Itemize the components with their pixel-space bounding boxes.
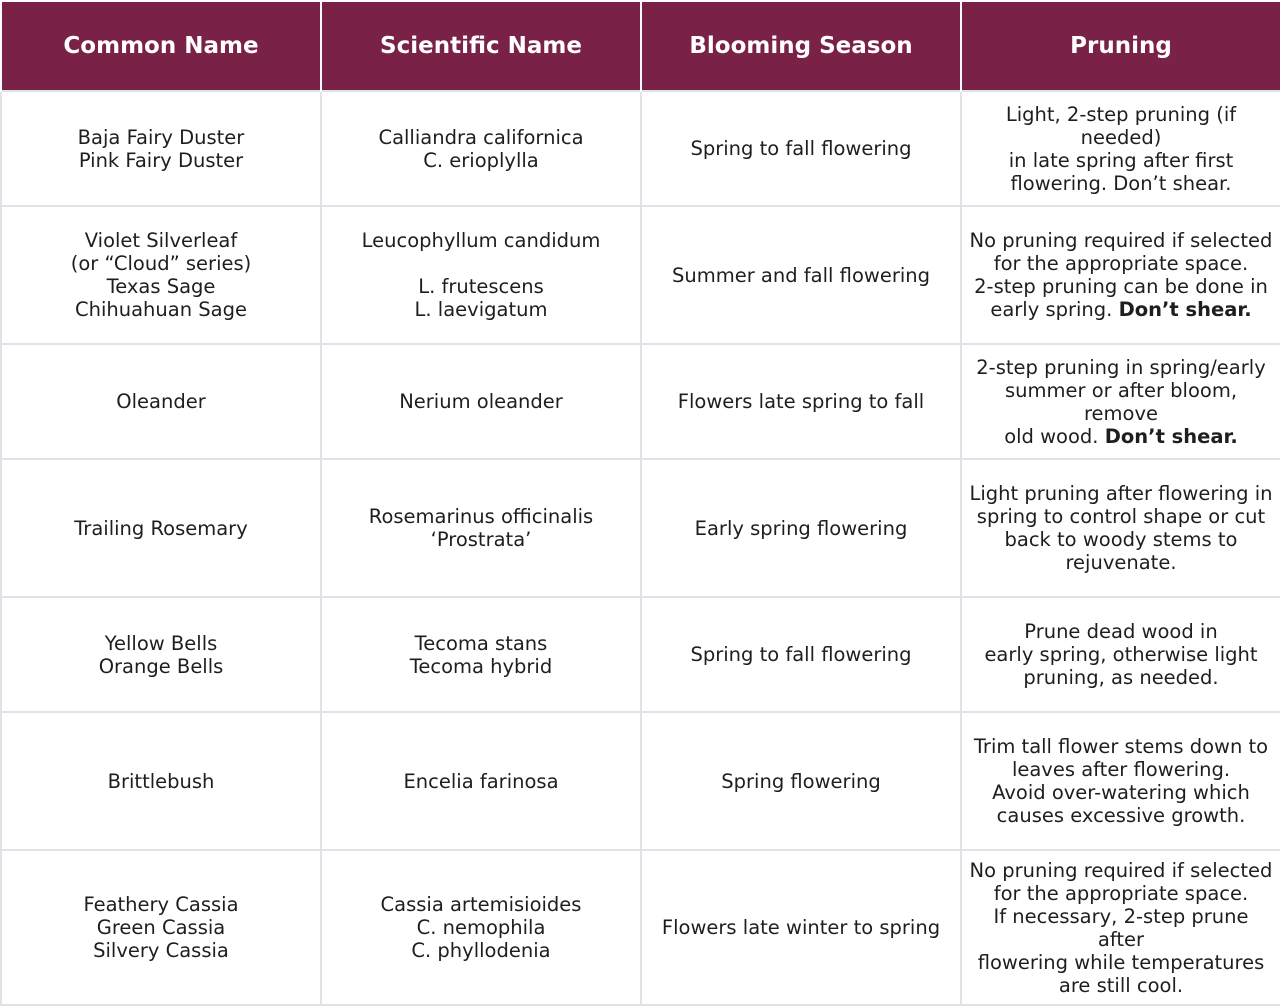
scientific-name-cell	[321, 206, 641, 344]
common-name: Yellow Bells	[104, 631, 218, 655]
pruning-emphasis: Don’t shear.	[1104, 424, 1238, 448]
scientific-name: C. nemophila	[416, 916, 546, 939]
table-row	[1, 850, 1280, 1005]
pruning-text: pruning, as needed.	[1023, 666, 1219, 689]
pruning-cell	[961, 597, 1280, 712]
common-name: Baja Fairy Duster	[77, 125, 245, 149]
common-name: Trailing Rosemary	[74, 516, 248, 540]
pruning-text: leaves after flowering.	[1011, 758, 1231, 781]
table-row	[1, 597, 1280, 712]
common-name-cell	[1, 206, 321, 344]
scientific-name: Cassia artemisioides	[380, 893, 582, 916]
common-name-cell	[1, 712, 321, 850]
common-name-cell	[1, 91, 321, 206]
scientific-name: Tecoma stans	[414, 631, 548, 655]
blooming-season-cell	[641, 850, 961, 1005]
pruning-text: 2-step pruning can be done in	[974, 275, 1268, 298]
pruning-text: Avoid over-watering which	[992, 781, 1250, 804]
scientific-name-cell	[321, 459, 641, 597]
pruning-text: No pruning required if selected	[969, 229, 1273, 252]
line-gap	[328, 252, 634, 275]
header-row	[1, 1, 1280, 91]
blooming-season-cell	[641, 597, 961, 712]
common-name: Violet Silverleaf	[84, 229, 238, 252]
common-name-cell	[1, 459, 321, 597]
pruning-text: flowering while temperatures	[977, 950, 1265, 974]
scientific-name-cell	[321, 344, 641, 459]
pruning-text: early spring, otherwise light	[984, 643, 1258, 666]
blooming-season-cell	[641, 344, 961, 459]
header-scientific-name: Scientific Name	[321, 1, 641, 91]
common-name: Pink Fairy Duster	[78, 148, 244, 172]
scientific-name: L. laevigatum	[414, 298, 548, 321]
pruning-text: flowering. Don’t shear.	[1010, 171, 1232, 195]
pruning-text: 2-step pruning in spring/early	[976, 355, 1266, 379]
table-row	[1, 459, 1280, 597]
common-name: Feathery Cassia	[83, 893, 239, 916]
common-name: Orange Bells	[98, 654, 224, 678]
pruning-text: in late spring after first	[1008, 148, 1234, 172]
blooming-season-cell	[641, 712, 961, 850]
common-name: (or “Cloud” series)	[70, 252, 252, 275]
pruning-text: If necessary, 2-step prune after	[993, 904, 1249, 951]
blooming-season-cell	[641, 206, 961, 344]
common-name: Green Cassia	[96, 916, 226, 939]
common-name: Texas Sage	[106, 275, 216, 298]
scientific-name-cell	[321, 712, 641, 850]
pruning-text: Prune dead wood in	[1024, 620, 1218, 643]
common-name: Chihuahuan Sage	[75, 298, 247, 321]
scientific-name: L. frutescens	[418, 275, 544, 298]
pruning-text: for the appropriate space.	[993, 252, 1249, 275]
common-name: Oleander	[116, 390, 206, 413]
blooming-season: Spring to fall flowering	[690, 137, 912, 160]
pruning-cell	[961, 850, 1280, 1005]
pruning-text: old wood.	[1004, 424, 1099, 448]
scientific-name: Leucophyllum candidum	[361, 229, 601, 252]
blooming-season-cell	[641, 91, 961, 206]
scientific-name: Rosemarinus officinalis	[368, 505, 594, 528]
table-row	[1, 344, 1280, 459]
pruning-text: Trim tall flower stems down to	[973, 735, 1269, 758]
pruning-text: back to woody stems to	[1004, 528, 1238, 551]
blooming-season-cell	[641, 459, 961, 597]
scientific-name: C. erioplylla	[423, 148, 539, 172]
pruning-cell	[961, 712, 1280, 850]
pruning-line	[968, 425, 1274, 448]
pruning-text: spring to control shape or cut	[976, 505, 1266, 528]
pruning-cell	[961, 344, 1280, 459]
scientific-name: C. phyllodenia	[411, 939, 551, 962]
common-name-cell	[1, 850, 321, 1005]
pruning-text: summer or after bloom, remove	[1004, 378, 1238, 425]
scientific-name: Encelia farinosa	[403, 769, 559, 793]
blooming-season: Spring flowering	[721, 769, 881, 793]
pruning-text: early spring.	[990, 298, 1113, 321]
scientific-name-cell	[321, 850, 641, 1005]
blooming-season: Flowers late spring to fall	[677, 390, 925, 413]
pruning-text: rejuvenate.	[1065, 551, 1177, 574]
header-common-name: Common Name	[1, 1, 321, 91]
pruning-cell	[961, 206, 1280, 344]
pruning-line	[968, 298, 1274, 321]
common-name: Silvery Cassia	[93, 939, 229, 962]
header-blooming-season: Blooming Season	[641, 1, 961, 91]
scientific-name: ‘Prostrata’	[430, 528, 532, 551]
table-row	[1, 712, 1280, 850]
scientific-name-cell	[321, 597, 641, 712]
pruning-text: Light pruning after flowering in	[969, 482, 1273, 505]
blooming-season: Spring to fall flowering	[690, 643, 912, 666]
scientific-name: Tecoma hybrid	[409, 654, 553, 678]
scientific-name-cell	[321, 91, 641, 206]
table-row	[1, 206, 1280, 344]
scientific-name: Calliandra californica	[378, 125, 584, 149]
common-name-cell	[1, 344, 321, 459]
blooming-season: Early spring flowering	[694, 516, 908, 540]
pruning-text: are still cool.	[1058, 973, 1184, 997]
pruning-text: Light, 2-step pruning (if needed)	[1005, 102, 1237, 149]
blooming-season: Flowers late winter to spring	[661, 916, 941, 939]
common-name-cell	[1, 597, 321, 712]
pruning-text: for the appropriate space.	[993, 881, 1249, 905]
pruning-text: No pruning required if selected	[969, 858, 1273, 882]
scientific-name: Nerium oleander	[399, 390, 563, 413]
pruning-cell	[961, 459, 1280, 597]
pruning-text: causes excessive growth.	[996, 804, 1246, 827]
blooming-season: Summer and fall flowering	[671, 263, 930, 287]
table-row	[1, 91, 1280, 206]
pruning-emphasis: Don’t shear.	[1118, 298, 1252, 321]
pruning-cell	[961, 91, 1280, 206]
header-pruning: Pruning	[961, 1, 1280, 91]
common-name: Brittlebush	[107, 769, 215, 793]
